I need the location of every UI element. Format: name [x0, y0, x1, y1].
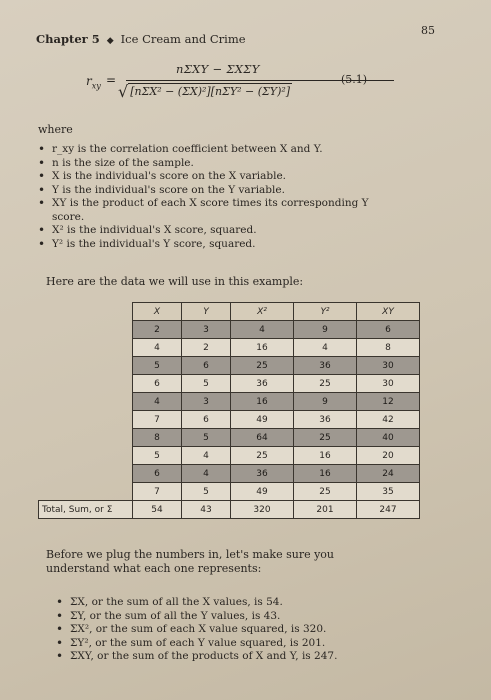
cell-y: 6 [182, 357, 231, 375]
row-label-empty [39, 465, 133, 483]
cell-y-squared: 16 [294, 447, 357, 465]
table-row [39, 483, 420, 501]
cell-y-squared: 25 [294, 375, 357, 393]
cell-x: 4 [133, 339, 182, 357]
cell-x-squared: 4 [231, 321, 294, 339]
cell-y-squared: 9 [294, 321, 357, 339]
running-header [36, 32, 246, 46]
formula-numerator: nΣXY − ΣXΣY [176, 62, 260, 76]
cell-xy: 42 [357, 411, 420, 429]
formula-equals: = [106, 73, 117, 87]
cell-x: 6 [133, 375, 182, 393]
total-xy: 247 [357, 501, 420, 519]
cell-y: 4 [182, 465, 231, 483]
list-item: • Y² is the individual's Y score, squared. [38, 238, 378, 252]
cell-xy: 40 [357, 429, 420, 447]
cell-xy: 8 [357, 339, 420, 357]
list-item: • XY is the product of each X score times its corresponding Y score. [38, 197, 378, 224]
data-table [38, 302, 420, 519]
cell-x: 6 [133, 465, 182, 483]
total-y-squared: 201 [294, 501, 357, 519]
cell-y-squared: 25 [294, 429, 357, 447]
page-number: 85 [421, 24, 435, 37]
intro-text: Here are the data we will use in this example: [46, 275, 304, 288]
cell-y: 5 [182, 429, 231, 447]
cell-x-squared: 16 [231, 393, 294, 411]
cell-y: 4 [182, 447, 231, 465]
before-text: Before we plug the numbers in, let's make sure you understand what each one represents: [46, 548, 335, 575]
cell-xy: 12 [357, 393, 420, 411]
list-item: • X is the individual's score on the X variable. [38, 170, 378, 184]
cell-x-squared: 36 [231, 375, 294, 393]
cell-x: 7 [133, 411, 182, 429]
cell-y-squared: 36 [294, 357, 357, 375]
cell-y-squared: 36 [294, 411, 357, 429]
row-label-empty [39, 357, 133, 375]
list-item: • X² is the individual's X score, squared. [38, 224, 378, 238]
table-row [39, 429, 420, 447]
sums-list [56, 596, 386, 664]
header-x-squared: X² [231, 303, 294, 321]
header-y-squared: Y² [294, 303, 357, 321]
formula-lhs: $r_{xy}$ [86, 74, 101, 91]
denominator-right: [nΣY² − (ΣY)²] [210, 85, 291, 98]
table-row [39, 357, 420, 375]
table-row [39, 447, 420, 465]
cell-y-squared: 4 [294, 339, 357, 357]
cell-xy: 6 [357, 321, 420, 339]
cell-x-squared: 49 [231, 483, 294, 501]
row-label-empty [39, 375, 133, 393]
cell-x: 5 [133, 357, 182, 375]
header-xy: XY [357, 303, 420, 321]
denominator-left: [nΣX² − (ΣX)²] [130, 85, 211, 98]
list-item: • ΣY, or the sum of all the Y values, is 43. [56, 610, 386, 624]
table-row [39, 321, 420, 339]
chapter-label: Chapter 5 [36, 32, 100, 46]
cell-x-squared: 16 [231, 339, 294, 357]
table-row [39, 411, 420, 429]
cell-x: 8 [133, 429, 182, 447]
list-item: • ΣX, or the sum of all the X values, is 54. [56, 596, 386, 610]
equation-number: (5.1) [341, 73, 368, 86]
header-y: Y [182, 303, 231, 321]
cell-x: 7 [133, 483, 182, 501]
radical-sign: √ [118, 82, 129, 101]
row-label-empty [39, 447, 133, 465]
correlation-formula [86, 60, 416, 108]
table-row [39, 375, 420, 393]
cell-y: 2 [182, 339, 231, 357]
cell-y: 3 [182, 321, 231, 339]
cell-y-squared: 25 [294, 483, 357, 501]
total-x-squared: 320 [231, 501, 294, 519]
cell-x-squared: 36 [231, 465, 294, 483]
cell-x: 2 [133, 321, 182, 339]
table-header-row [39, 303, 420, 321]
row-label-empty [39, 339, 133, 357]
row-label-empty [39, 393, 133, 411]
row-label-empty [39, 411, 133, 429]
list-item: • n is the size of the sample. [38, 157, 378, 171]
cell-y: 5 [182, 375, 231, 393]
cell-x-squared: 49 [231, 411, 294, 429]
list-item: • ΣXY, or the sum of the products of X and Y, is 247. [56, 650, 386, 664]
cell-xy: 35 [357, 483, 420, 501]
definitions-list [38, 143, 378, 251]
totals-row [39, 501, 420, 519]
formula-denominator [118, 82, 292, 101]
cell-xy: 30 [357, 357, 420, 375]
table-row [39, 393, 420, 411]
header-x: X [133, 303, 182, 321]
data-table-wrap [38, 302, 420, 519]
list-item: • ΣX², or the sum of each X value squared, is 320. [56, 623, 386, 637]
cell-y-squared: 9 [294, 393, 357, 411]
header-blank [39, 303, 133, 321]
list-item: • r_xy is the correlation coefficient between X and Y. [38, 143, 378, 157]
diamond-icon: ◆ [106, 36, 114, 46]
cell-x: 5 [133, 447, 182, 465]
cell-xy: 30 [357, 375, 420, 393]
cell-y: 6 [182, 411, 231, 429]
list-item: • Y is the individual's score on the Y variable. [38, 184, 378, 198]
cell-xy: 20 [357, 447, 420, 465]
table-row [39, 465, 420, 483]
cell-y: 3 [182, 393, 231, 411]
row-label-empty [39, 321, 133, 339]
cell-xy: 24 [357, 465, 420, 483]
row-label-empty [39, 483, 133, 501]
table-row [39, 339, 420, 357]
total-x: 54 [133, 501, 182, 519]
where-label: where [38, 123, 73, 136]
cell-y: 5 [182, 483, 231, 501]
row-label-empty [39, 429, 133, 447]
cell-y-squared: 16 [294, 465, 357, 483]
cell-x-squared: 25 [231, 357, 294, 375]
chapter-title: Ice Cream and Crime [120, 32, 246, 46]
cell-x: 4 [133, 393, 182, 411]
total-y: 43 [182, 501, 231, 519]
total-label: Total, Sum, or Σ [39, 501, 133, 519]
list-item: • ΣY², or the sum of each Y value squared, is 201. [56, 637, 386, 651]
cell-x-squared: 25 [231, 447, 294, 465]
cell-x-squared: 64 [231, 429, 294, 447]
